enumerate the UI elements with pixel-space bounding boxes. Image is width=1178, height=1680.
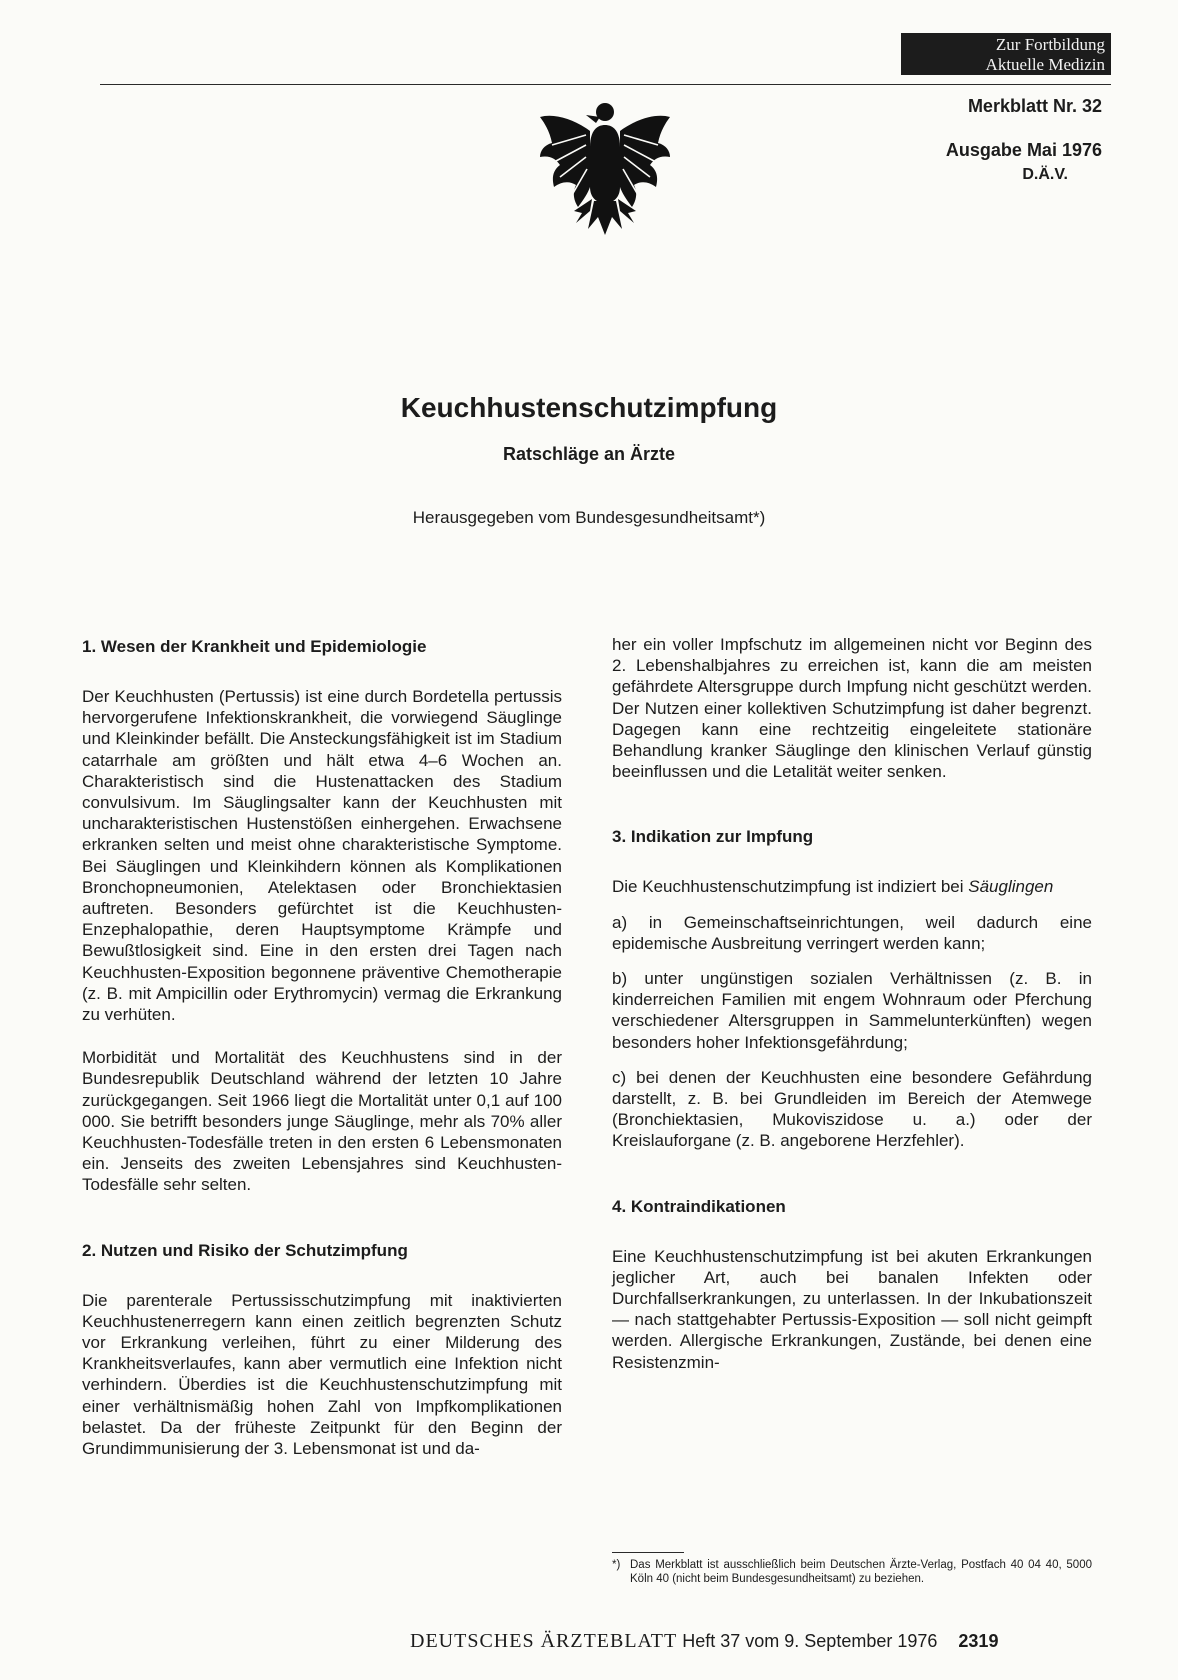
- section-3-item-a: a) in Gemeinschaftseinrichtungen, weil dadurch eine epidemische Ausbreitung verringert werden kann;: [612, 912, 1092, 953]
- document-subtitle: Ratschläge an Ärzte: [502, 444, 676, 464]
- section-1-paragraph-2: Morbidität und Mortalität des Keuchhustens sind in der Bundesrepublik Deutschland während der letzten 10 Jahre zurückgegangen. Seit 1966 liegt die Mortalität unter 0,1 auf 100 000. Sie betrifft besonders junge Säuglinge, mehr als 70% aller Keuchhusten-Todesfälle treten in den ersten 6 Lebensmonaten ein. Jenseits des zweiten Lebensjahres sind Keuchhusten-Todesfälle sehr selten.: [82, 1048, 562, 1195]
- section-3-heading: 3. Indikation zur Impfung: [612, 827, 814, 847]
- section-3-intro: [612, 876, 1092, 897]
- document-title: Keuchhustenschutzimpfung: [400, 392, 778, 423]
- footnote-mark: *): [612, 1559, 621, 1571]
- edition-date: Ausgabe Mai 1976: [945, 140, 1102, 160]
- section-1-heading: 1. Wesen der Krankheit und Epidemiologie: [82, 637, 427, 656]
- section-3-item-c: c) bei denen der Keuchhusten eine besondere Gefährdung darstellt, z. B. bei Grundleiden im Bereich der Atemwege (Bronchiektasien, Mukoviszidose u. a.) oder der Kreislauforgane (z. B. angeborene Herzfehler).: [612, 1067, 1092, 1151]
- left-column: [82, 636, 562, 1459]
- publisher-short: D.Ä.V.: [1022, 166, 1068, 183]
- section-badge: [901, 33, 1111, 75]
- section-4-heading: 4. Kontraindikationen: [612, 1196, 786, 1216]
- section-3-intro-text: Die Keuchhustenschutzimpfung ist indiziert bei: [612, 877, 964, 897]
- footnote: [612, 1558, 1092, 1586]
- section-2-continuation: her ein voller Impfschutz im allgemeinen nicht vor Beginn des 2. Lebenshalbjahres zu erreichen ist, kann die am meisten gefährdete Altersgruppe durch Impfung nicht geschützt werden. Der Nutzen einer kollektiven Schutzimpfung ist daher begrenzt. Dagegen kann eine rechtzeitig eingeleitete stationäre Behandlung kranker Säuglinge den klinischen Verlauf günstig beeinflussen und die Letalität weiter senken.: [612, 635, 1092, 782]
- right-column: [612, 634, 1092, 1373]
- federal-eagle-icon: [530, 95, 680, 245]
- badge-line-2: Aktuelle Medizin: [985, 55, 1105, 74]
- top-rule: [100, 84, 1111, 85]
- section-4-paragraph-1: Eine Keuchhustenschutzimpfung ist bei akuten Erkrankungen jeglicher Art, auch bei banalen Infekten oder Durchfallserkrankungen, zu unterlassen. In der Inkubationszeit — nach stattgehabter Pertussis-Exposition — soll nicht geimpft werden. Allergische Erkrankungen, Zustände, bei denen eine Resistenzmin-: [612, 1246, 1092, 1372]
- section-2-paragraph-1: Die parenterale Pertussisschutzimpfung mit inaktivierten Keuchhustenerregern kann einen zeitlich begrenzten Schutz vor Erkrankung verleihen, führt zu einer Milderung des Krankheitsverlaufes, kann aber vermutlich eine Infektion nicht verhindern. Überdies ist die Keuchhustenschutzimpfung mit einer verhältnismäßig hohen Zahl von Impfkomplikationen belastet. Da der früheste Zeitpunkt für den Beginn der Grundimmunisierung der 3. Lebensmonat ist und da-: [82, 1290, 562, 1459]
- merkblatt-number: Merkblatt Nr. 32: [967, 96, 1102, 116]
- footnote-rule: [612, 1552, 684, 1553]
- section-1-paragraph-1: Der Keuchhusten (Pertussis) ist eine durch Bordetella pertussis hervorgerufene Infektionskrankheit, die vorwiegend Säuglinge und Kleinkinder befällt. Die Ansteckungsfähigkeit ist im Stadium catarrhale am größten und hält etwa 4–6 Wochen an. Charakteristisch sind die Hustenattacken des Stadium convulsivum. Im Säuglingsalter kann der Keuchhusten mit uncharakteristischen Hustenstößen einhergehen. Erwachsene erkranken selten und meist ohne charakteristische Symptome. Bei Säuglingen und Kleinkihdern können als Komplikationen Bronchopneumonien, Atelektasen oder Bronchiektasien auftreten. Besonders gefürchtet ist die Keuchhusten-Enzephalopathie, deren Hauptsymptome Krämpfe und Bewußtlosigkeit sind. Eine in den ersten drei Tagen nach Keuchhusten-Exposition begonnene präventive Chemotherapie (z. B. mit Ampicillin oder Erythromycin) vermag die Erkrankung zu verhüten.: [82, 687, 562, 1025]
- section-3-item-b: b) unter ungünstigen sozialen Verhältnissen (z. B. in kinderreichen Familien mit engem Wohnraum oder Pferchung verschiedener Altersgruppen in Sammelunterkünften) wegen besonders hoher Infektionsgefährdung;: [612, 969, 1092, 1052]
- page-number: 2319: [958, 1631, 999, 1651]
- badge-line-1: Zur Fortbildung: [995, 35, 1105, 54]
- section-2-heading: 2. Nutzen und Risiko der Schutzimpfung: [82, 1240, 408, 1260]
- issue-info: Heft 37 vom 9. September 1976: [682, 1631, 938, 1651]
- page-footer: [410, 1630, 998, 1653]
- journal-name: DEUTSCHES ÄRZTEBLATT: [410, 1630, 678, 1652]
- section-3-intro-emphasis: Säuglingen: [968, 877, 1054, 897]
- publisher-line: Herausgegeben vom Bundesgesundheitsamt*): [412, 508, 766, 527]
- footnote-text: Das Merkblatt ist ausschließlich beim Deutschen Ärzte-Verlag, Postfach 40 04 40, 5000 Köln 40 (nicht beim Bundesgesundheitsamt) zu beziehen.: [630, 1559, 1092, 1585]
